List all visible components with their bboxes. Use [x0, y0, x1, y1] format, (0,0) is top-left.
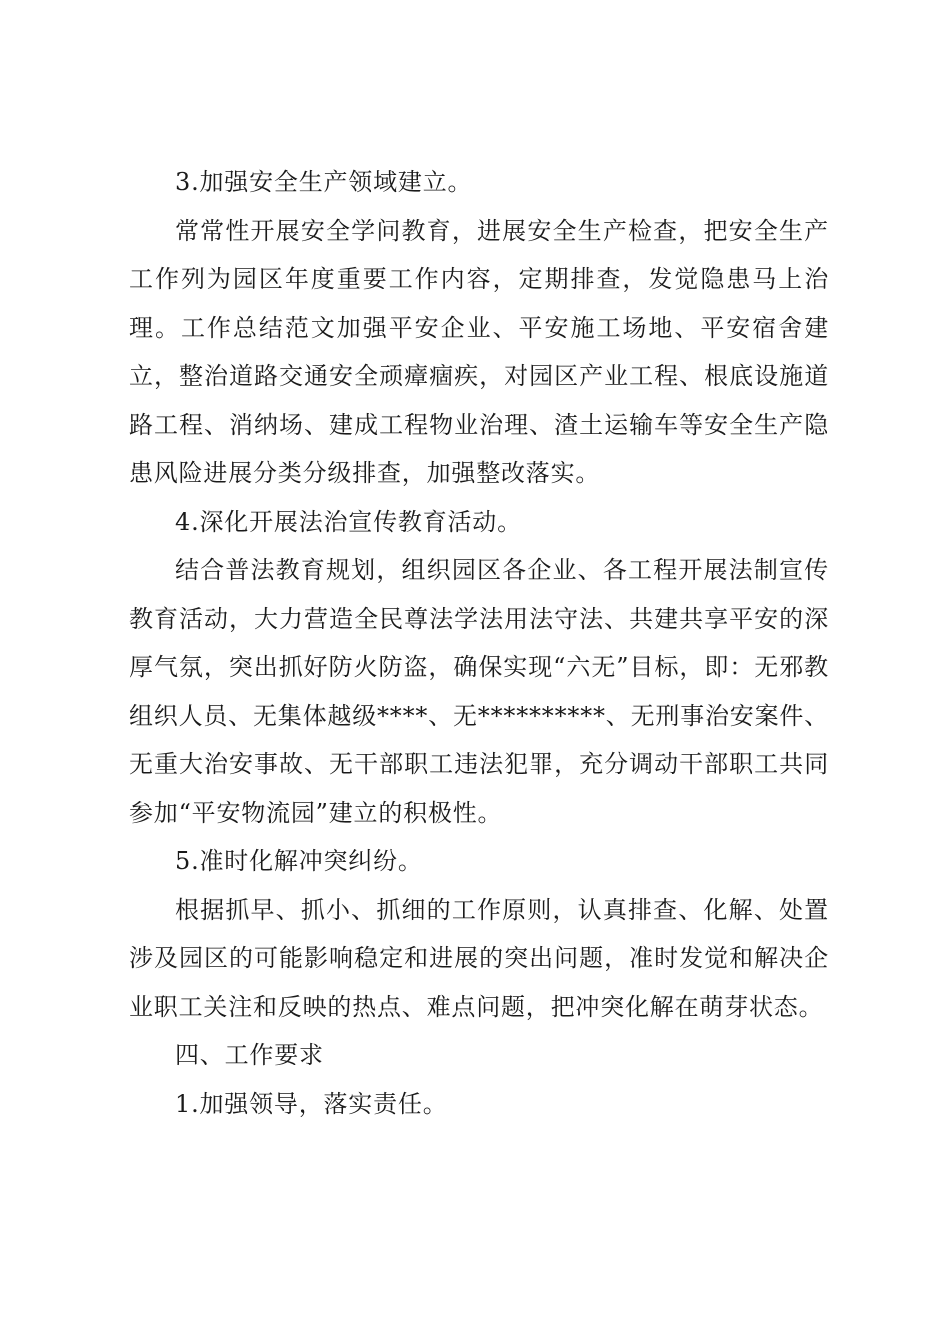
paragraph-conflict-resolution: 根据抓早、抓小、抓细的工作原则，认真排查、化解、处置涉及园区的可能影响稳定和进展的突出问题，准时发觉和解决企业职工关注和反映的热点、难点问题，把冲突化解在萌芽状态。	[129, 895, 829, 1021]
paragraph-legal-education: 结合普法教育规划，组织园区各企业、各工程开展法制宣传教育活动，大力营造全民尊法学法用法守法、共建共享平安的深厚气氛，突出抓好防火防盗，确保实现“六无”目标，即：无邪教组织人员、无集体越级****、无**********、无刑事治安案件、无重大治安事故、无干部职工违法犯罪，充分调动干部职工共同参加“平安物流园”建立的积极性。	[129, 556, 829, 827]
section-heading-1: 1.加强领导，落实责任。	[175, 1089, 448, 1118]
paragraph-safety-production: 常常性开展安全学问教育，进展安全生产检查，把安全生产工作列为园区年度重要工作内容，定期排查，发觉隐患马上治理。工作总结范文加强平安企业、平安施工场地、平安宿舍建立，整治道路交通安全顽瘴痼疾，对园区产业工程、根底设施道路工程、消纳场、建成工程物业治理、渣土运输车等安全生产隐患风险进展分类分级排查，加强整改落实。	[129, 216, 829, 487]
document-body	[129, 158, 829, 1128]
section-heading-3: 3.加强安全生产领域建立。	[175, 168, 473, 196]
section-heading-4: 4.深化开展法治宣传教育活动。	[175, 507, 522, 536]
section-heading-5: 5.准时化解冲突纠纷。	[175, 847, 423, 875]
chapter-heading-work-requirements: 四、工作要求	[175, 1041, 324, 1069]
